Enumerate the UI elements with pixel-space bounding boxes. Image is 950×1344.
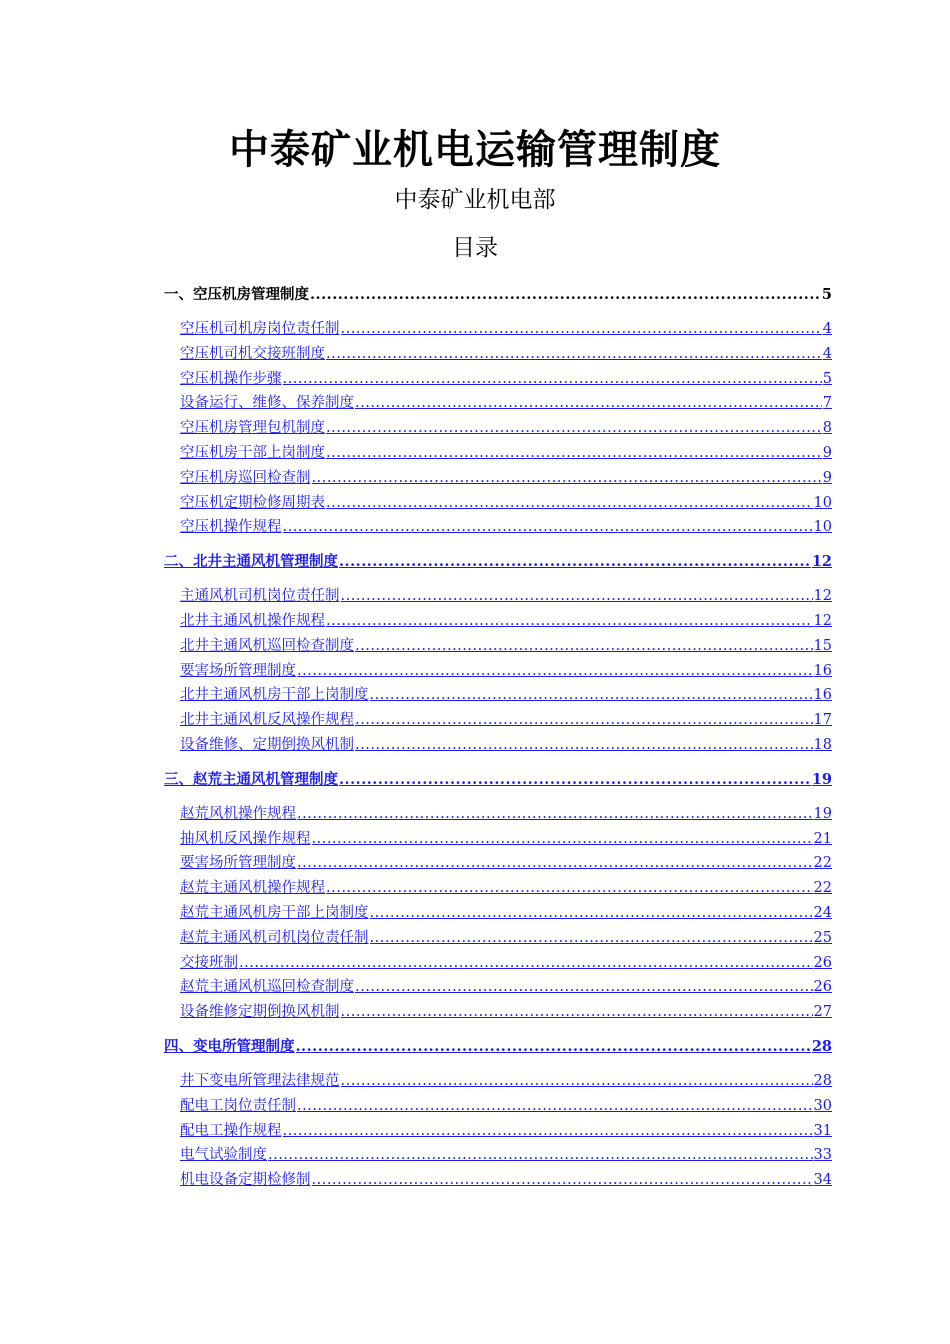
toc-dot-leader bbox=[341, 318, 822, 340]
toc-entry[interactable] bbox=[180, 635, 832, 657]
toc-entry-label: 电气试验制度 bbox=[180, 1147, 267, 1164]
toc-entry[interactable] bbox=[180, 927, 832, 949]
document-title: 中泰矿业机电运输管理制度 bbox=[229, 126, 721, 173]
toc-entry[interactable] bbox=[180, 1144, 832, 1166]
toc-section-entry bbox=[164, 284, 832, 306]
toc-entry-label: 空压机司机交接班制度 bbox=[180, 345, 325, 362]
toc-page-number: 5 bbox=[821, 286, 832, 303]
toc-entry-label: 机电设备定期检修制 bbox=[180, 1172, 311, 1189]
toc-entry-label: 要害场所管理制度 bbox=[180, 855, 296, 872]
toc-dot-leader bbox=[312, 1169, 813, 1191]
toc-entry-label: 北井主通风机操作规程 bbox=[180, 613, 325, 629]
toc-dot-leader bbox=[326, 492, 813, 514]
toc-dot-leader bbox=[283, 516, 813, 538]
toc-entry[interactable] bbox=[180, 684, 832, 706]
toc-page-number: 5 bbox=[822, 370, 832, 387]
toc-page-number: 18 bbox=[813, 737, 832, 753]
toc-dot-leader bbox=[355, 734, 813, 756]
toc-entry-label: 赵荒主通风机巡回检查制度 bbox=[180, 979, 354, 996]
toc-dot-leader bbox=[312, 467, 822, 489]
toc-entry-label: 设备运行、维修、保养制度 bbox=[180, 395, 354, 412]
document-subtitle: 中泰矿业机电部 bbox=[394, 187, 556, 213]
toc-page-number: 9 bbox=[822, 469, 832, 486]
toc-page-number: 22 bbox=[813, 880, 832, 897]
toc-dot-leader bbox=[283, 1120, 813, 1142]
toc-entry[interactable] bbox=[180, 442, 832, 464]
toc-page-number: 4 bbox=[822, 345, 832, 362]
toc-entry[interactable] bbox=[180, 516, 832, 538]
toc-entry[interactable] bbox=[180, 734, 832, 756]
toc-dot-leader bbox=[310, 284, 821, 306]
toc-dot-leader bbox=[341, 1001, 813, 1023]
toc-dot-leader bbox=[326, 417, 822, 439]
toc-entry-label: 北井主通风机房干部上岗制度 bbox=[180, 687, 369, 704]
toc-entry[interactable] bbox=[180, 368, 832, 390]
toc-dot-leader bbox=[370, 684, 813, 706]
toc-page-number: 21 bbox=[813, 830, 832, 847]
toc-dot-leader bbox=[326, 877, 813, 899]
toc-entry[interactable] bbox=[180, 392, 832, 414]
toc-page-number: 19 bbox=[813, 805, 832, 822]
toc-dot-leader bbox=[341, 585, 813, 607]
toc-dot-leader bbox=[355, 392, 822, 414]
toc-dot-leader bbox=[297, 852, 813, 874]
toc-page-number: 25 bbox=[813, 929, 832, 946]
toc-page-number: 31 bbox=[813, 1122, 832, 1139]
toc-entry[interactable] bbox=[180, 1120, 832, 1142]
toc-entry[interactable] bbox=[180, 952, 832, 974]
toc-entry-label: 空压机房巡回检查制 bbox=[180, 469, 311, 486]
toc-entry-label: 三、赵荒主通风机管理制度 bbox=[164, 770, 338, 788]
toc-entry[interactable] bbox=[180, 585, 832, 607]
toc-entry-label: 设备维修定期倒换风机制 bbox=[180, 1004, 340, 1021]
toc-page-number: 17 bbox=[813, 712, 832, 729]
toc-page-number: 26 bbox=[813, 954, 832, 971]
toc-page-number: 16 bbox=[813, 662, 832, 679]
toc-dot-leader bbox=[326, 442, 822, 464]
toc-dot-leader bbox=[341, 1070, 813, 1092]
toc-entry[interactable] bbox=[180, 976, 832, 998]
toc-page-number: 4 bbox=[822, 321, 832, 337]
toc-entry-label: 空压机操作步骤 bbox=[180, 370, 282, 387]
toc-page-number: 33 bbox=[813, 1147, 832, 1164]
toc-entry[interactable] bbox=[180, 318, 832, 340]
toc-dot-leader bbox=[326, 343, 822, 365]
toc-entry-label: 配电工操作规程 bbox=[180, 1122, 282, 1139]
toc-dot-leader bbox=[283, 368, 822, 390]
toc-dot-leader bbox=[355, 709, 813, 731]
toc-dot-leader bbox=[326, 610, 813, 632]
toc-entry[interactable] bbox=[180, 343, 832, 365]
toc-dot-leader bbox=[370, 902, 813, 924]
toc-page-number: 22 bbox=[813, 855, 832, 872]
toc-entry[interactable] bbox=[180, 1095, 832, 1117]
toc-dot-leader bbox=[297, 803, 813, 825]
toc-entry-label: 交接班制 bbox=[180, 954, 238, 971]
toc-entry[interactable] bbox=[180, 417, 832, 439]
toc-entry-label: 空压机定期检修周期表 bbox=[180, 494, 325, 511]
toc-dot-leader bbox=[296, 1036, 811, 1058]
toc-entry-label: 要害场所管理制度 bbox=[180, 662, 296, 679]
toc-entry[interactable] bbox=[180, 709, 832, 731]
toc-entry-label: 赵荒主通风机操作规程 bbox=[180, 880, 325, 897]
toc-entry-label: 空压机司机房岗位责任制 bbox=[180, 321, 340, 337]
toc-entry-label: 二、北井主通风机管理制度 bbox=[164, 553, 338, 571]
toc-page-number: 34 bbox=[813, 1172, 832, 1189]
toc-entry-label: 空压机房管理包机制度 bbox=[180, 420, 325, 437]
toc-entry-label: 四、变电所管理制度 bbox=[164, 1038, 295, 1055]
toc-entry-label: 赵荒风机操作规程 bbox=[180, 805, 296, 822]
toc-dot-leader bbox=[355, 635, 813, 657]
toc-page-number: 7 bbox=[822, 395, 832, 412]
toc-page-number: 12 bbox=[813, 613, 832, 629]
toc-entry-label: 一、空压机房管理制度 bbox=[164, 286, 309, 303]
toc-entry[interactable] bbox=[180, 828, 832, 850]
toc-section-entry[interactable] bbox=[164, 1036, 832, 1058]
toc-page-number: 15 bbox=[813, 637, 832, 654]
toc-entry-label: 北井主通风机反风操作规程 bbox=[180, 712, 354, 729]
toc-page-number: 30 bbox=[813, 1097, 832, 1114]
toc-entry-label: 空压机房干部上岗制度 bbox=[180, 445, 325, 461]
toc-page-number: 19 bbox=[811, 770, 832, 788]
toc-page-number: 9 bbox=[822, 445, 832, 461]
toc-page-number: 16 bbox=[813, 687, 832, 704]
toc-entry[interactable] bbox=[180, 660, 832, 682]
toc-section-entry[interactable] bbox=[164, 551, 832, 573]
toc-entry[interactable] bbox=[180, 803, 832, 825]
toc-page-number: 27 bbox=[813, 1004, 832, 1021]
toc-entry-label: 赵荒主通风机房干部上岗制度 bbox=[180, 905, 369, 921]
toc-dot-leader bbox=[268, 1144, 813, 1166]
toc-entry-label: 赵荒主通风机司机岗位责任制 bbox=[180, 929, 369, 946]
toc-page-number: 24 bbox=[813, 905, 832, 921]
toc-entry-label: 设备维修、定期倒换风机制 bbox=[180, 737, 354, 753]
toc-dot-leader bbox=[339, 769, 811, 791]
toc-dot-leader bbox=[297, 1095, 813, 1117]
toc-entry[interactable] bbox=[180, 467, 832, 489]
toc-dot-leader bbox=[239, 952, 813, 974]
toc-entry[interactable] bbox=[180, 492, 832, 514]
toc-page-number: 10 bbox=[813, 519, 832, 536]
toc-entry[interactable] bbox=[180, 1001, 832, 1023]
toc-entry-label: 空压机操作规程 bbox=[180, 519, 282, 536]
toc-entry-label: 北井主通风机巡回检查制度 bbox=[180, 637, 354, 654]
toc-entry[interactable] bbox=[180, 877, 832, 899]
toc-entry-label: 主通风机司机岗位责任制 bbox=[180, 588, 340, 605]
toc-entry[interactable] bbox=[180, 902, 832, 924]
toc-page-number: 10 bbox=[813, 494, 832, 511]
toc-dot-leader bbox=[297, 660, 813, 682]
toc-page-number: 8 bbox=[822, 420, 832, 437]
toc-page-number: 28 bbox=[811, 1038, 832, 1055]
toc-entry-label: 井下变电所管理法律规范 bbox=[180, 1073, 340, 1089]
toc-dot-leader bbox=[355, 976, 813, 998]
toc-section-entry[interactable] bbox=[164, 769, 832, 791]
toc-dot-leader bbox=[312, 828, 813, 850]
toc-entry[interactable] bbox=[180, 610, 832, 632]
toc-page-number: 26 bbox=[813, 979, 832, 996]
toc-entry-label: 配电工岗位责任制 bbox=[180, 1097, 296, 1114]
toc-page-number: 28 bbox=[813, 1073, 832, 1089]
toc-entry-label: 抽风机反风操作规程 bbox=[180, 830, 311, 847]
toc-dot-leader bbox=[339, 551, 811, 573]
toc-page-number: 12 bbox=[811, 553, 832, 571]
toc-entry[interactable] bbox=[180, 852, 832, 874]
toc-page-number: 12 bbox=[813, 588, 832, 605]
toc-dot-leader bbox=[370, 927, 813, 949]
toc-entry[interactable] bbox=[180, 1169, 832, 1191]
toc-heading: 目录 bbox=[452, 235, 498, 261]
toc-entry[interactable] bbox=[180, 1070, 832, 1092]
